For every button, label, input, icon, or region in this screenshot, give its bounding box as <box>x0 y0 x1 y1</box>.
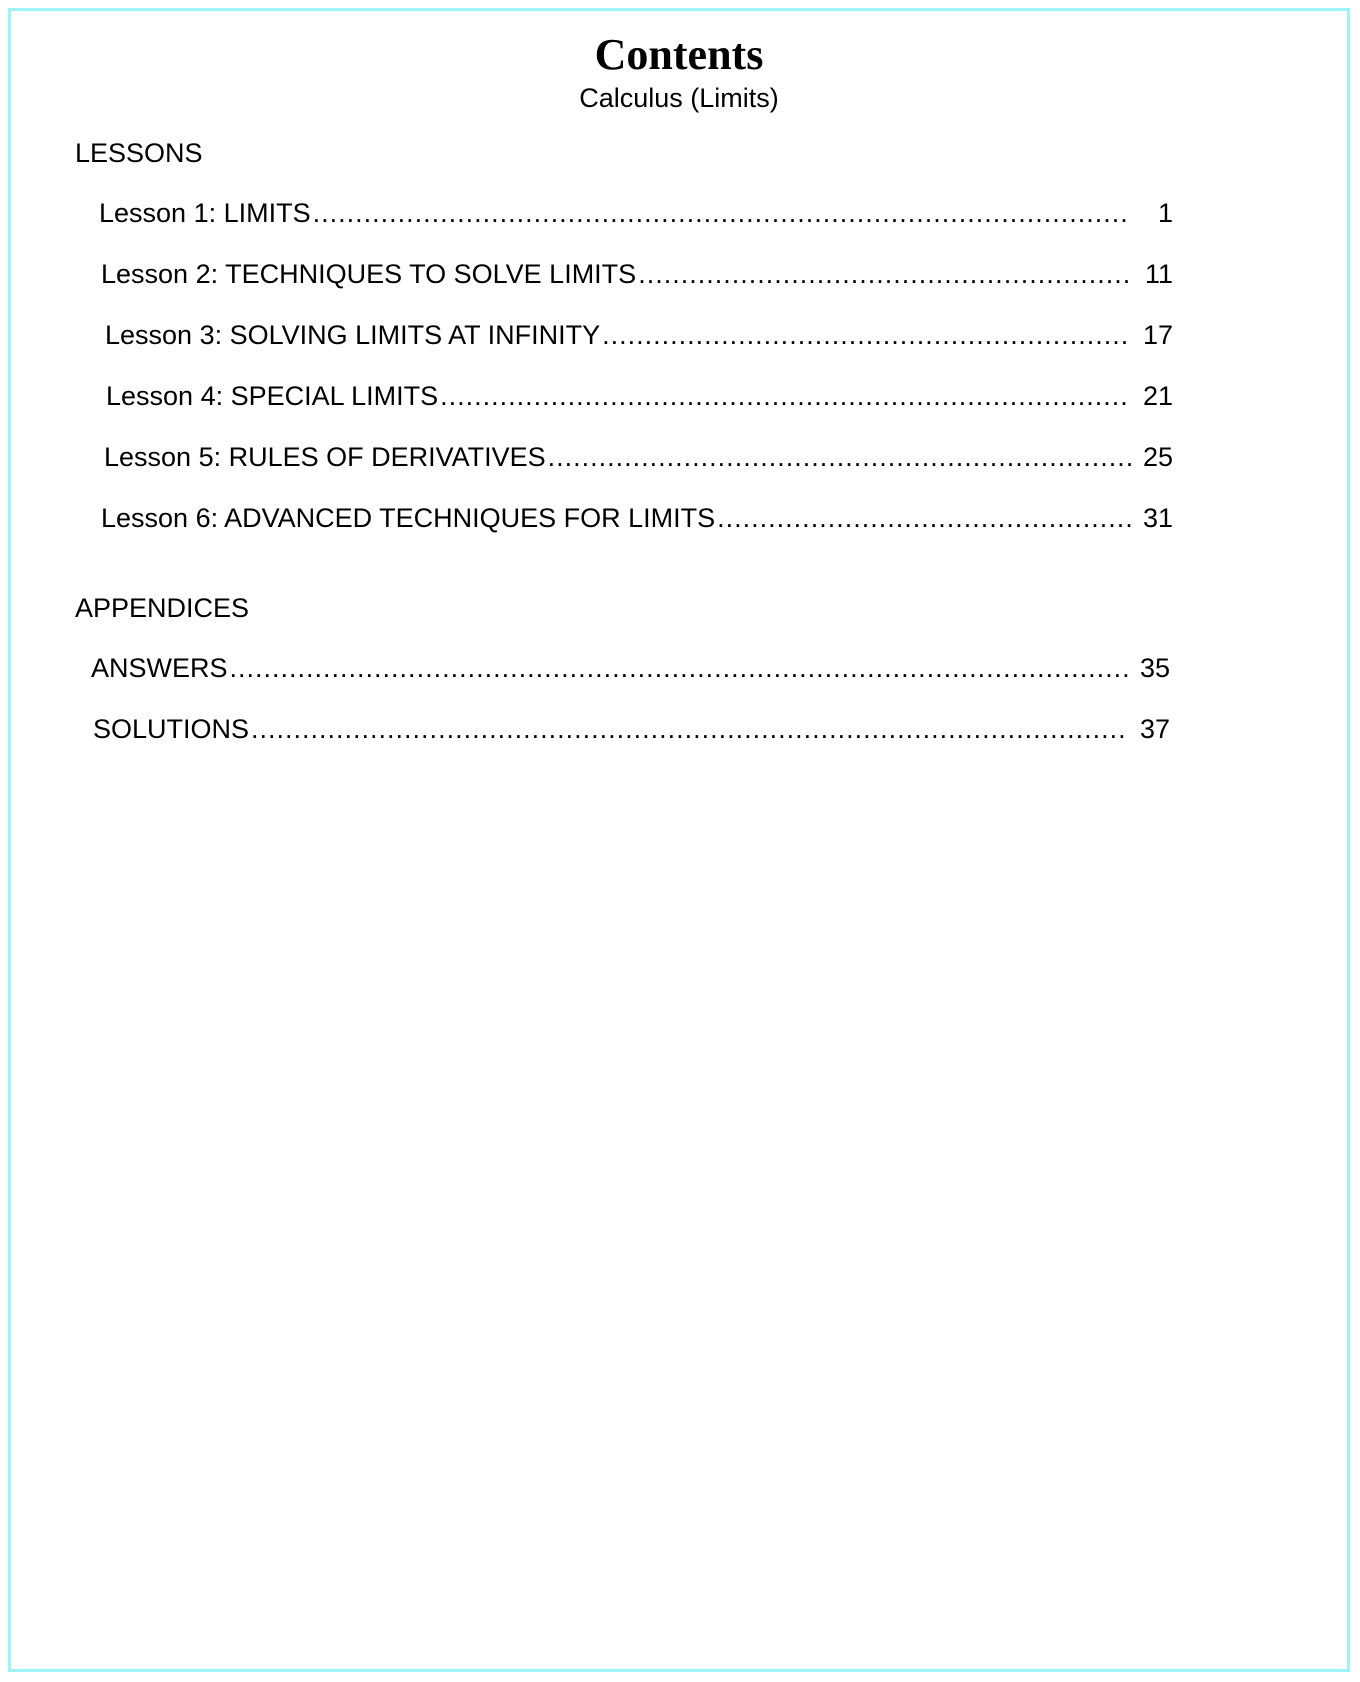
toc-entry-label: Lesson 5: RULES OF DERIVATIVES <box>104 442 546 472</box>
toc-entry-lesson-2[interactable] <box>101 259 1173 290</box>
toc-entry-label: SOLUTIONS <box>93 714 250 744</box>
appendices-heading: APPENDICES <box>75 593 250 623</box>
page-title: Contents <box>594 30 764 79</box>
toc-entry-lesson-3[interactable] <box>105 320 1173 351</box>
toc-entry-page: 11 <box>1144 259 1173 289</box>
dot-leader <box>638 259 1131 290</box>
toc-entry-lesson-6[interactable] <box>101 503 1173 534</box>
toc-entry-label: Lesson 3: SOLVING LIMITS AT INFINITY <box>105 320 601 350</box>
toc-entry-label: ANSWERS <box>91 653 228 683</box>
dot-leader <box>602 320 1131 351</box>
dot-leader <box>230 653 1128 684</box>
toc-entry-page: 35 <box>1139 653 1170 683</box>
dot-leader <box>440 381 1131 412</box>
lessons-heading: LESSONS <box>75 138 203 168</box>
toc-entry-page: 1 <box>1157 198 1173 228</box>
toc-entry-label: Lesson 1: LIMITS <box>99 198 311 228</box>
toc-entry-page: 25 <box>1142 442 1173 472</box>
toc-entry-page: 17 <box>1142 320 1173 350</box>
dot-leader <box>251 714 1128 745</box>
toc-entry-page: 31 <box>1142 503 1173 533</box>
toc-entry-page: 21 <box>1142 381 1173 411</box>
dot-leader <box>717 503 1131 534</box>
toc-entry-solutions[interactable] <box>93 714 1170 745</box>
toc-entry-label: Lesson 6: ADVANCED TECHNIQUES FOR LIMITS <box>101 503 716 533</box>
dot-leader <box>313 198 1131 229</box>
toc-entry-page: 37 <box>1139 714 1170 744</box>
toc-entry-lesson-1[interactable] <box>99 198 1173 229</box>
toc-entry-lesson-5[interactable] <box>104 442 1173 473</box>
toc-entry-label: Lesson 2: TECHNIQUES TO SOLVE LIMITS <box>101 259 637 289</box>
dot-leader <box>548 442 1131 473</box>
page-frame <box>8 8 1350 1672</box>
page-subtitle: Calculus (Limits) <box>579 83 779 113</box>
toc-entry-label: Lesson 4: SPECIAL LIMITS <box>106 381 439 411</box>
toc-entry-lesson-4[interactable] <box>106 381 1173 412</box>
toc-entry-answers[interactable] <box>91 653 1170 684</box>
